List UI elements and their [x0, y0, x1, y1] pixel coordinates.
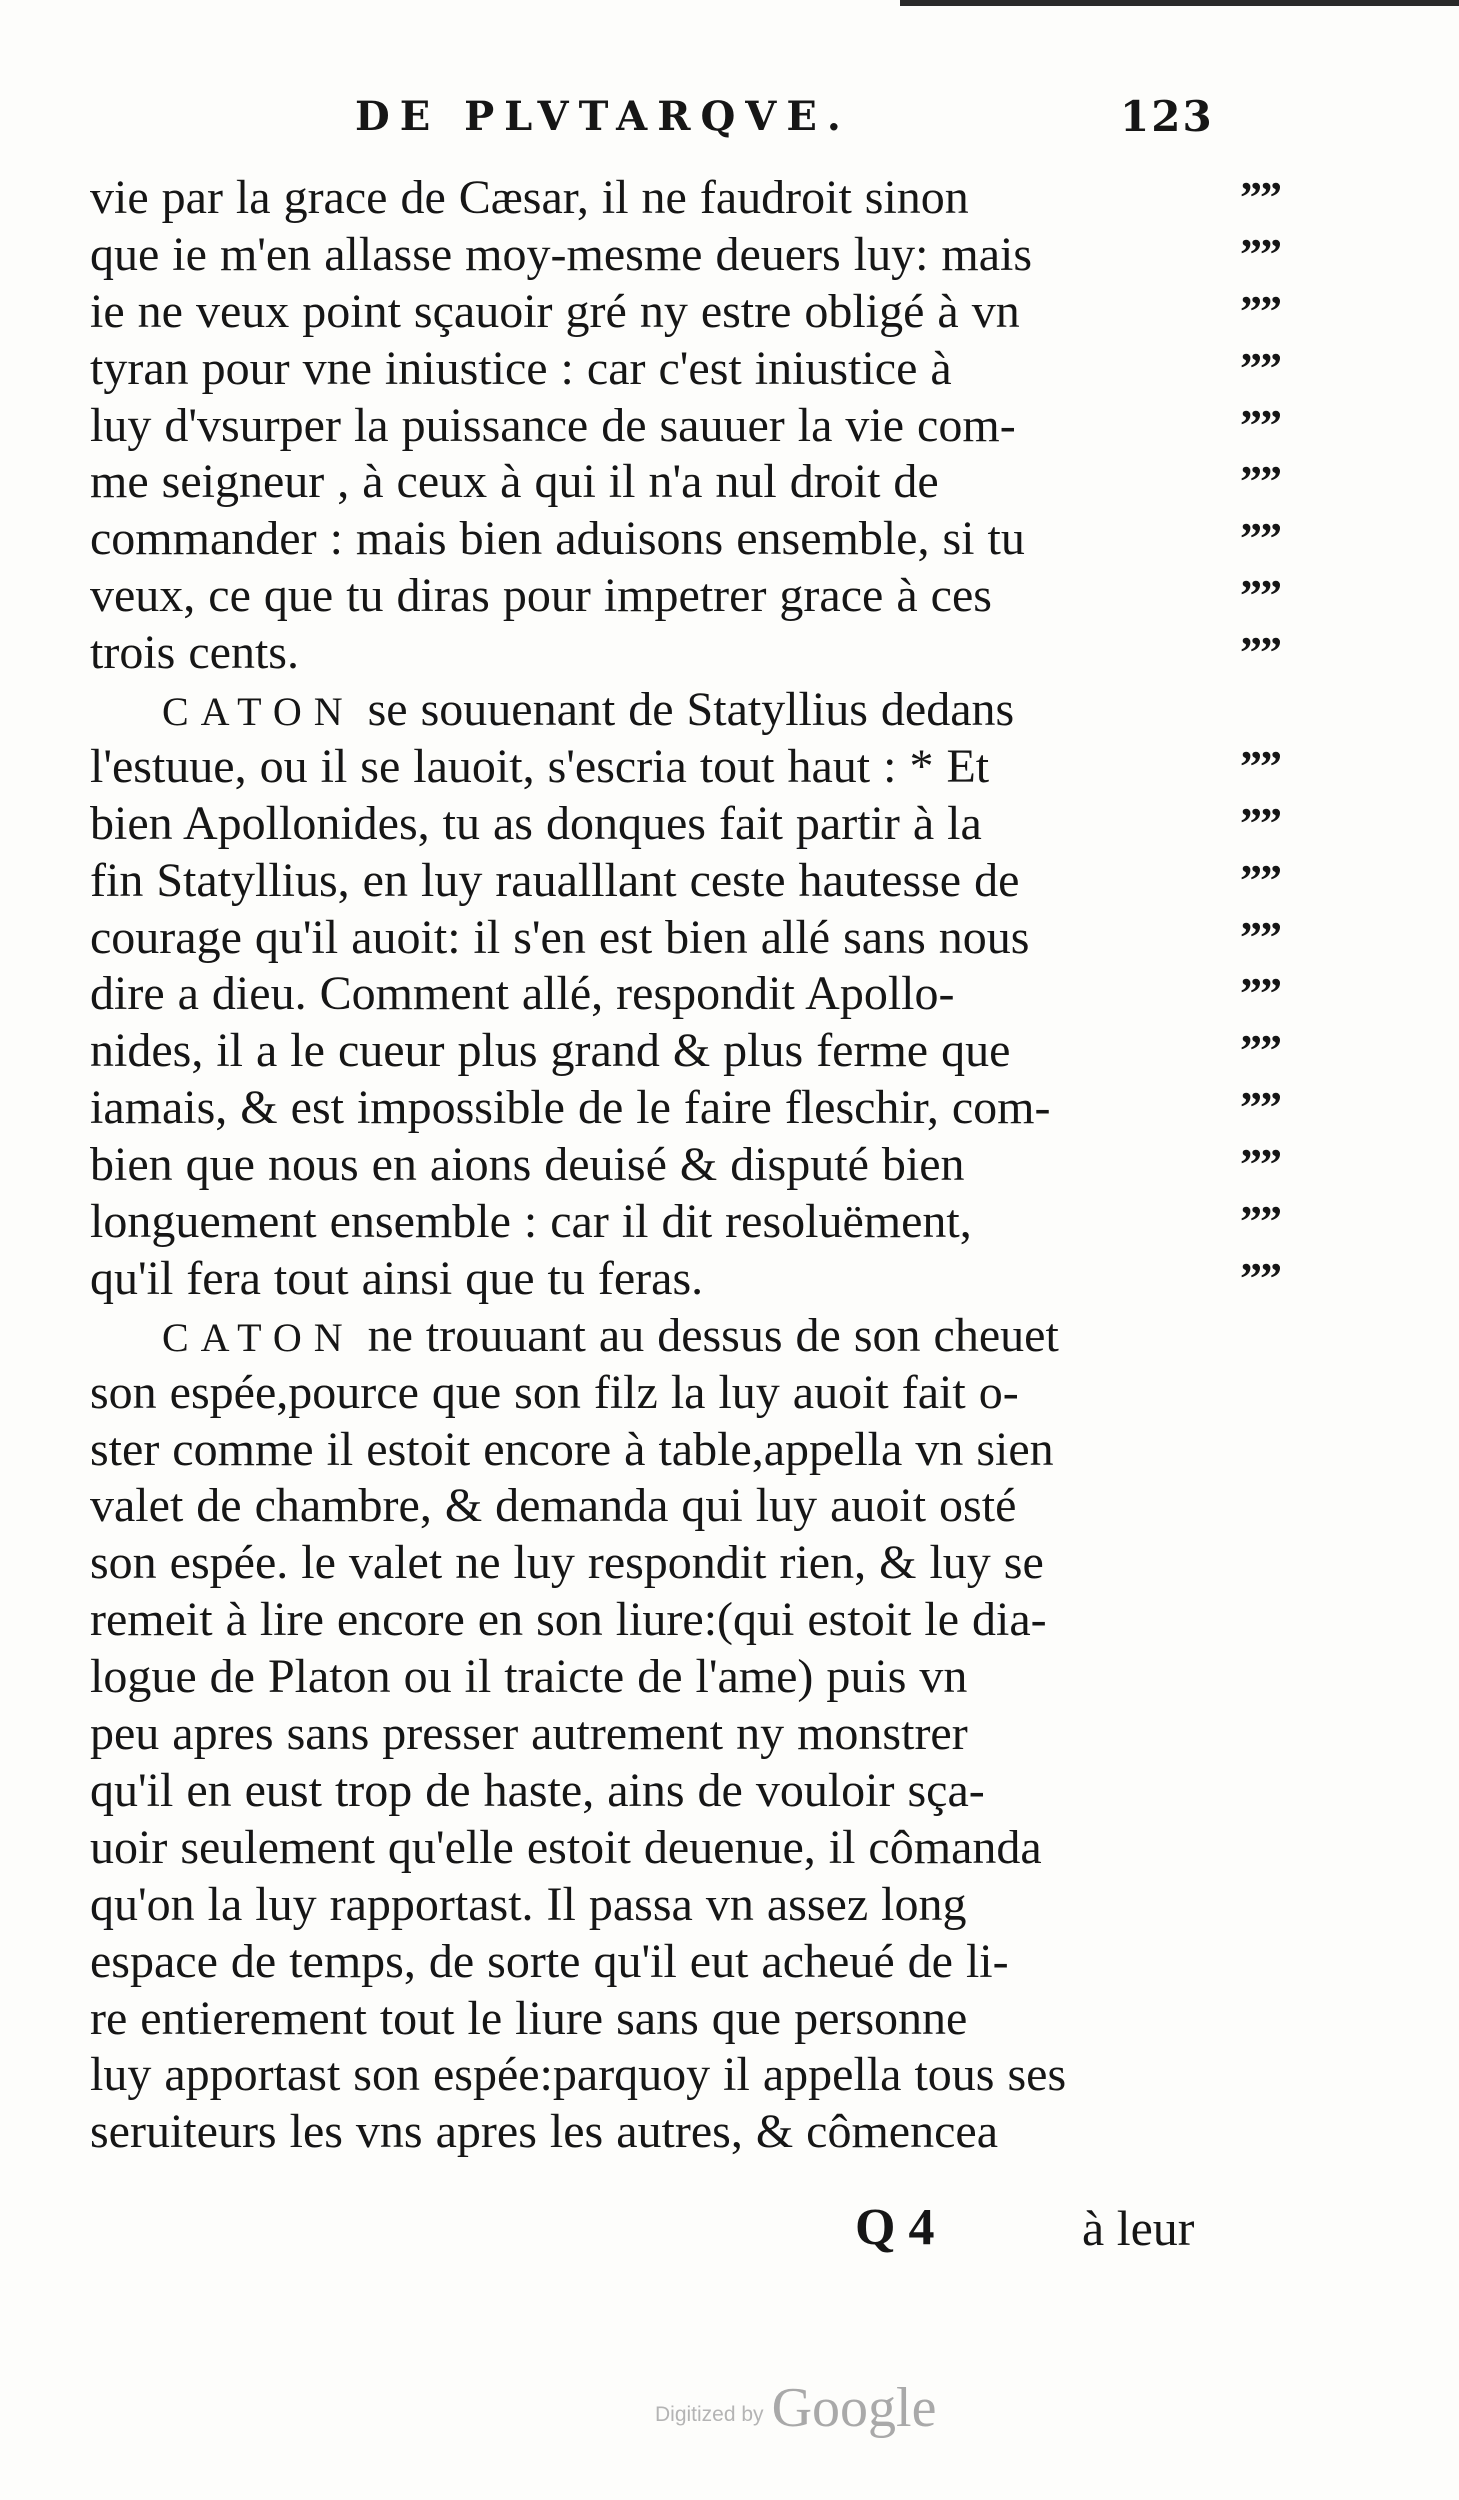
text-line	[90, 1592, 1230, 1649]
quote-marker: ””	[1240, 969, 1280, 1019]
quote-marker: ””	[1240, 343, 1280, 393]
quote-marker: ””	[1240, 798, 1280, 848]
line-text: remeit à lire encore en son liure:(qui estoit le dia-	[90, 1593, 1047, 1647]
text-line	[90, 966, 1230, 1023]
text-line	[90, 796, 1230, 853]
line-text: veux, ce que tu diras pour impetrer grace à ces	[90, 569, 992, 623]
line-text: fin Statyllius, en luy raualllant ceste hautesse de	[90, 853, 1020, 907]
line-text: ster comme il estoit encore à table,appella vn sien	[90, 1422, 1054, 1476]
line-text: longuement ensemble : car il dit resoluëment,	[90, 1195, 972, 1249]
google-watermark	[655, 2368, 936, 2438]
line-text: dire a dieu. Comment allé, respondit Apollo-	[90, 967, 955, 1021]
quote-marker	[1240, 682, 1300, 739]
quote-marker	[1240, 2104, 1300, 2161]
text-line	[90, 1934, 1230, 1991]
quote-marker: ””	[1240, 571, 1280, 621]
quote-marker	[1240, 1422, 1300, 1479]
line-text: trois cents.	[90, 626, 299, 680]
text-line	[90, 227, 1230, 284]
margin-quote-marks	[1240, 170, 1300, 2161]
page-number: 123	[1120, 92, 1214, 141]
text-line	[90, 1478, 1230, 1535]
line-text: iamais, & est impossible de le faire fleschir, com-	[90, 1081, 1051, 1135]
quote-marker: ””	[1240, 229, 1280, 279]
text-line	[90, 1023, 1230, 1080]
line-text: uoir seulement qu'elle estoit deuenue, il cômanda	[90, 1820, 1042, 1874]
line-text: logue de Platon ou il traicte de l'ame) puis vn	[90, 1650, 968, 1704]
quote-marker: ””	[1240, 741, 1280, 791]
quote-marker: ””	[1240, 400, 1280, 450]
line-text: courage qu'il auoit: il s'en est bien allé sans nous	[90, 910, 1030, 964]
line-text: son espée,pource que son filz la luy auoit fait o-	[90, 1365, 1019, 1419]
quote-marker	[1240, 1763, 1300, 1820]
line-text: espace de temps, de sorte qu'il eut acheué de li-	[90, 1934, 1009, 1988]
text-line	[90, 1422, 1230, 1479]
line-text: bien Apollonides, tu as donques fait partir à la	[90, 796, 982, 850]
quote-marker	[1240, 1535, 1300, 1592]
running-title: DE PLVTARQVE.	[355, 93, 851, 140]
quote-marker: ””	[1240, 1140, 1280, 1190]
top-edge-rule	[900, 0, 1459, 6]
text-line	[90, 1820, 1230, 1877]
text-line	[90, 2047, 1230, 2104]
text-line	[90, 170, 1230, 227]
text-line	[90, 1251, 1230, 1308]
line-text: son espée. le valet ne luy respondit rien, & luy se	[90, 1536, 1044, 1590]
quote-marker	[1240, 1877, 1300, 1934]
line-text: bien que nous en aions deuisé & disputé bien	[90, 1138, 965, 1192]
quote-marker: ””	[1240, 1253, 1280, 1303]
quote-marker	[1240, 2047, 1300, 2104]
line-text: que ie m'en allasse moy-mesme deuers luy: mais	[90, 227, 1033, 281]
quote-marker: ””	[1240, 912, 1280, 962]
line-text: qu'il fera tout ainsi que tu feras.	[90, 1251, 704, 1305]
text-line	[90, 910, 1230, 967]
line-text: vie par la grace de Cæsar, il ne faudroit sinon	[90, 171, 969, 224]
quote-marker: ””	[1240, 514, 1280, 564]
line-text: ne trouuant au dessus de son cheuet	[354, 1308, 1059, 1362]
signature-mark: Q 4	[855, 2199, 935, 2256]
quote-marker: ””	[1240, 628, 1280, 678]
quote-marker: ””	[1240, 286, 1280, 336]
quote-marker	[1240, 1308, 1300, 1365]
text-line	[90, 1535, 1230, 1592]
small-caps-name: CATON	[162, 689, 355, 735]
text-line	[90, 341, 1230, 398]
quote-marker	[1240, 1991, 1300, 2048]
quote-marker	[1240, 1649, 1300, 1706]
quote-marker	[1240, 1820, 1300, 1877]
quote-marker: ””	[1240, 173, 1280, 222]
text-line	[90, 511, 1230, 568]
line-text: l'estuue, ou il se lauoit, s'escria tout haut : * Et	[90, 739, 990, 793]
line-text: se souuenant de Statyllius dedans	[354, 683, 1015, 737]
line-text: valet de chambre, & demanda qui luy auoit osté	[90, 1479, 1017, 1533]
body-text	[90, 170, 1230, 2161]
quote-marker: ””	[1240, 1026, 1280, 1076]
text-line	[90, 1877, 1230, 1934]
text-line	[90, 568, 1230, 625]
quote-marker: ””	[1240, 457, 1280, 507]
text-line	[90, 1365, 1230, 1422]
quote-marker	[1240, 1592, 1300, 1649]
text-line	[90, 2104, 1230, 2161]
quote-marker: ””	[1240, 855, 1280, 905]
text-line	[90, 1649, 1230, 1706]
text-line	[90, 398, 1230, 455]
line-text: tyran pour vne iniustice : car c'est iniustice à	[90, 341, 952, 395]
text-line	[90, 454, 1230, 511]
text-line	[90, 682, 1230, 739]
text-line	[90, 1137, 1230, 1194]
line-text: luy d'vsurper la puissance de sauuer la vie com-	[90, 398, 1016, 452]
text-line	[90, 739, 1230, 796]
text-line	[90, 1308, 1230, 1365]
quote-marker	[1240, 1934, 1300, 1991]
small-caps-name: CATON	[162, 1314, 355, 1360]
quote-marker: ””	[1240, 1197, 1280, 1247]
text-line	[90, 1080, 1230, 1137]
line-text: qu'il en eust trop de haste, ains de vouloir sça-	[90, 1763, 985, 1817]
line-text: re entierement tout le liure sans que personne	[90, 1991, 968, 2045]
line-text: qu'on la luy rapportast. Il passa vn assez long	[90, 1877, 967, 1931]
text-line	[90, 853, 1230, 910]
text-line	[90, 1991, 1230, 2048]
line-text: commander : mais bien aduisons ensemble, si tu	[90, 512, 1025, 566]
line-text: luy apportast son espée:parquoy il appella tous ses	[90, 2048, 1067, 2102]
text-line	[90, 284, 1230, 341]
text-line	[90, 625, 1230, 682]
quote-marker	[1240, 1365, 1300, 1422]
quote-marker: ””	[1240, 1083, 1280, 1133]
watermark-prefix: Digitized by	[655, 2403, 764, 2426]
quote-marker	[1240, 1706, 1300, 1763]
line-text: seruiteurs les vns apres les autres, & cômencea	[90, 2105, 999, 2159]
catchword: à leur	[1082, 2200, 1195, 2256]
line-text: me seigneur , à ceux à qui il n'a nul droit de	[90, 455, 939, 509]
text-line	[90, 1763, 1230, 1820]
line-text: ie ne veux point sçauoir gré ny estre obligé à vn	[90, 284, 1020, 338]
text-line	[90, 1194, 1230, 1251]
line-text: peu apres sans presser autrement ny monstrer	[90, 1707, 968, 1761]
google-logo: Google	[771, 2377, 937, 2439]
quote-marker	[1240, 1478, 1300, 1535]
line-text: nides, il a le cueur plus grand & plus ferme que	[90, 1024, 1011, 1078]
text-line	[90, 1706, 1230, 1763]
